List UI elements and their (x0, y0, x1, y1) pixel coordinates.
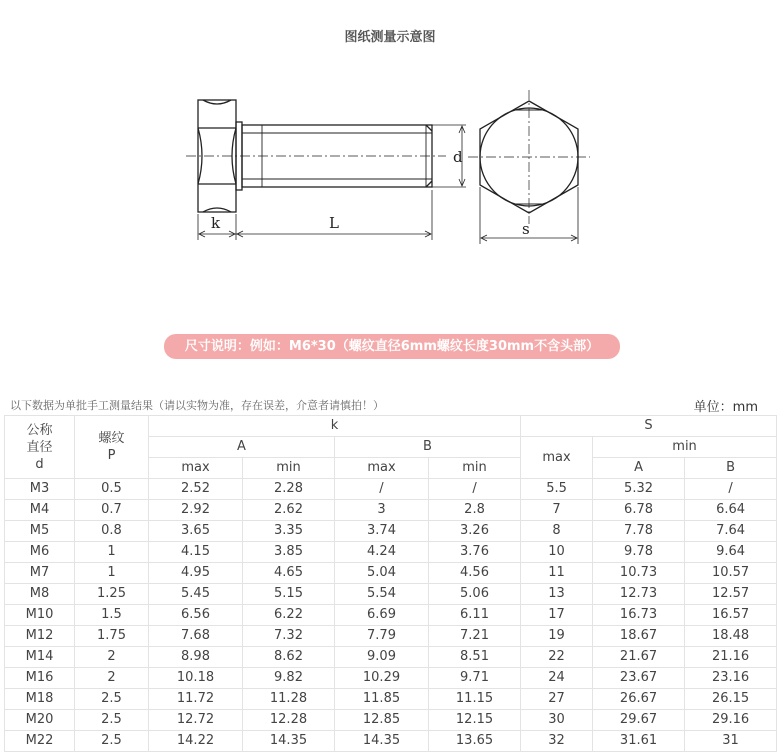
header-sa-min: A (593, 458, 685, 479)
header-k-a: A (149, 437, 335, 458)
cell-sa-min: 5.32 (593, 479, 685, 500)
header-sb-min: B (685, 458, 777, 479)
cell-sa-min: 9.78 (593, 542, 685, 563)
measurement-note: 以下数据为单批手工测量结果（请以实物为准，存在误差，介意者请慎拍！） (10, 399, 384, 412)
table-row (5, 521, 777, 542)
cell-sa-min: 10.73 (593, 563, 685, 584)
cell-s-max: 19 (521, 626, 593, 647)
cell-s-max: 8 (521, 521, 593, 542)
cell-p: 2.5 (75, 689, 149, 710)
cell-d: M12 (5, 626, 75, 647)
cell-sb-min: 10.57 (685, 563, 777, 584)
cell-kb-min: 6.11 (429, 605, 521, 626)
cell-kb-min: 11.15 (429, 689, 521, 710)
cell-p: 1 (75, 542, 149, 563)
header-s-max: max (521, 437, 593, 479)
cell-ka-min: 5.15 (243, 584, 335, 605)
table-row (5, 605, 777, 626)
cell-kb-min: 2.8 (429, 500, 521, 521)
cell-p: 0.7 (75, 500, 149, 521)
cell-sb-min: 9.64 (685, 542, 777, 563)
table-row (5, 563, 777, 584)
cell-d: M5 (5, 521, 75, 542)
cell-sa-min: 26.67 (593, 689, 685, 710)
cell-sa-min: 18.67 (593, 626, 685, 647)
cell-s-max: 10 (521, 542, 593, 563)
cell-ka-min: 4.65 (243, 563, 335, 584)
cell-sa-min: 21.67 (593, 647, 685, 668)
cell-sb-min: 23.16 (685, 668, 777, 689)
header-k-b: B (335, 437, 521, 458)
cell-d: M10 (5, 605, 75, 626)
cell-kb-min: 8.51 (429, 647, 521, 668)
cell-s-max: 27 (521, 689, 593, 710)
cell-d: M14 (5, 647, 75, 668)
header-s-min: min (593, 437, 777, 458)
cell-ka-max: 10.18 (149, 668, 243, 689)
cell-kb-min: 7.21 (429, 626, 521, 647)
table-row (5, 647, 777, 668)
bolt-spec-table (4, 415, 777, 752)
cell-kb-max: 12.85 (335, 710, 429, 731)
cell-ka-max: 6.56 (149, 605, 243, 626)
cell-sa-min: 6.78 (593, 500, 685, 521)
dim-label-L: L (329, 214, 339, 232)
table-row (5, 542, 777, 563)
cell-sb-min: 29.16 (685, 710, 777, 731)
cell-s-max: 24 (521, 668, 593, 689)
table-header (5, 416, 777, 479)
cell-ka-max: 4.95 (149, 563, 243, 584)
cell-ka-max: 8.98 (149, 647, 243, 668)
cell-sb-min: 31 (685, 731, 777, 752)
cell-kb-min: 12.15 (429, 710, 521, 731)
cell-d: M22 (5, 731, 75, 752)
table-row (5, 500, 777, 521)
cell-sb-min: 18.48 (685, 626, 777, 647)
cell-ka-max: 7.68 (149, 626, 243, 647)
cell-ka-min: 2.62 (243, 500, 335, 521)
dim-label-s: s (522, 220, 530, 238)
cell-ka-min: 6.22 (243, 605, 335, 626)
cell-ka-min: 3.35 (243, 521, 335, 542)
dim-label-k: k (211, 214, 221, 232)
table-row (5, 626, 777, 647)
cell-kb-max: 4.24 (335, 542, 429, 563)
table-row (5, 710, 777, 731)
cell-s-max: 30 (521, 710, 593, 731)
cell-s-max: 11 (521, 563, 593, 584)
cell-kb-max: 5.54 (335, 584, 429, 605)
cell-d: M18 (5, 689, 75, 710)
cell-p: 1.75 (75, 626, 149, 647)
table-row (5, 668, 777, 689)
cell-kb-min: 4.56 (429, 563, 521, 584)
cell-sb-min: 6.64 (685, 500, 777, 521)
cell-ka-min: 7.32 (243, 626, 335, 647)
cell-sb-min: 16.57 (685, 605, 777, 626)
dim-label-d: d (453, 148, 463, 166)
cell-sa-min: 7.78 (593, 521, 685, 542)
cell-ka-max: 4.15 (149, 542, 243, 563)
cell-ka-max: 14.22 (149, 731, 243, 752)
table-row (5, 584, 777, 605)
cell-sa-min: 29.67 (593, 710, 685, 731)
cell-d: M4 (5, 500, 75, 521)
size-explanation-banner: 尺寸说明：例如：M6*30（螺纹直径6mm螺纹长度30mm不含头部） (164, 334, 620, 359)
cell-d: M7 (5, 563, 75, 584)
cell-kb-max: 3 (335, 500, 429, 521)
cell-p: 1.25 (75, 584, 149, 605)
table-row (5, 479, 777, 500)
cell-sb-min: 21.16 (685, 647, 777, 668)
cell-ka-min: 3.85 (243, 542, 335, 563)
header-ka-min: min (243, 458, 335, 479)
cell-kb-max: 14.35 (335, 731, 429, 752)
table-body (5, 479, 777, 752)
cell-d: M8 (5, 584, 75, 605)
cell-p: 1.5 (75, 605, 149, 626)
cell-p: 2.5 (75, 710, 149, 731)
cell-d: M16 (5, 668, 75, 689)
header-kb-max: max (335, 458, 429, 479)
header-kb-min: min (429, 458, 521, 479)
cell-s-max: 17 (521, 605, 593, 626)
cell-ka-min: 2.28 (243, 479, 335, 500)
cell-s-max: 5.5 (521, 479, 593, 500)
cell-s-max: 32 (521, 731, 593, 752)
cell-kb-min: / (429, 479, 521, 500)
cell-ka-max: 12.72 (149, 710, 243, 731)
cell-kb-min: 13.65 (429, 731, 521, 752)
cell-kb-min: 3.76 (429, 542, 521, 563)
header-thread-pitch: 螺纹 P (75, 416, 149, 479)
cell-d: M3 (5, 479, 75, 500)
unit-label: 单位：mm (693, 400, 758, 415)
cell-kb-max: 11.85 (335, 689, 429, 710)
cell-ka-min: 12.28 (243, 710, 335, 731)
cell-ka-max: 3.65 (149, 521, 243, 542)
cell-sa-min: 23.67 (593, 668, 685, 689)
cell-p: 1 (75, 563, 149, 584)
bolt-drawing (0, 0, 780, 300)
cell-p: 0.8 (75, 521, 149, 542)
cell-sa-min: 12.73 (593, 584, 685, 605)
cell-sb-min: / (685, 479, 777, 500)
cell-kb-min: 5.06 (429, 584, 521, 605)
cell-ka-max: 11.72 (149, 689, 243, 710)
drawing-title: 图纸测量示意图 (344, 30, 436, 45)
cell-s-max: 7 (521, 500, 593, 521)
cell-sb-min: 7.64 (685, 521, 777, 542)
cell-sb-min: 26.15 (685, 689, 777, 710)
cell-sa-min: 16.73 (593, 605, 685, 626)
cell-kb-max: 9.09 (335, 647, 429, 668)
cell-kb-min: 3.26 (429, 521, 521, 542)
cell-ka-max: 2.52 (149, 479, 243, 500)
cell-p: 2 (75, 668, 149, 689)
cell-d: M6 (5, 542, 75, 563)
header-s: S (521, 416, 777, 437)
cell-ka-min: 9.82 (243, 668, 335, 689)
table-row (5, 689, 777, 710)
header-nominal-diameter: 公称 直径 d (5, 416, 75, 479)
cell-p: 0.5 (75, 479, 149, 500)
header-ka-max: max (149, 458, 243, 479)
cell-sb-min: 12.57 (685, 584, 777, 605)
cell-s-max: 22 (521, 647, 593, 668)
header-k: k (149, 416, 521, 437)
cell-kb-max: 10.29 (335, 668, 429, 689)
cell-ka-max: 5.45 (149, 584, 243, 605)
cell-kb-max: 3.74 (335, 521, 429, 542)
cell-kb-max: 6.69 (335, 605, 429, 626)
cell-kb-max: / (335, 479, 429, 500)
cell-kb-max: 7.79 (335, 626, 429, 647)
cell-sa-min: 31.61 (593, 731, 685, 752)
cell-d: M20 (5, 710, 75, 731)
cell-kb-max: 5.04 (335, 563, 429, 584)
cell-ka-min: 8.62 (243, 647, 335, 668)
table-row (5, 731, 777, 752)
cell-kb-min: 9.71 (429, 668, 521, 689)
cell-s-max: 13 (521, 584, 593, 605)
cell-p: 2 (75, 647, 149, 668)
cell-ka-min: 14.35 (243, 731, 335, 752)
cell-ka-max: 2.92 (149, 500, 243, 521)
cell-ka-min: 11.28 (243, 689, 335, 710)
cell-p: 2.5 (75, 731, 149, 752)
